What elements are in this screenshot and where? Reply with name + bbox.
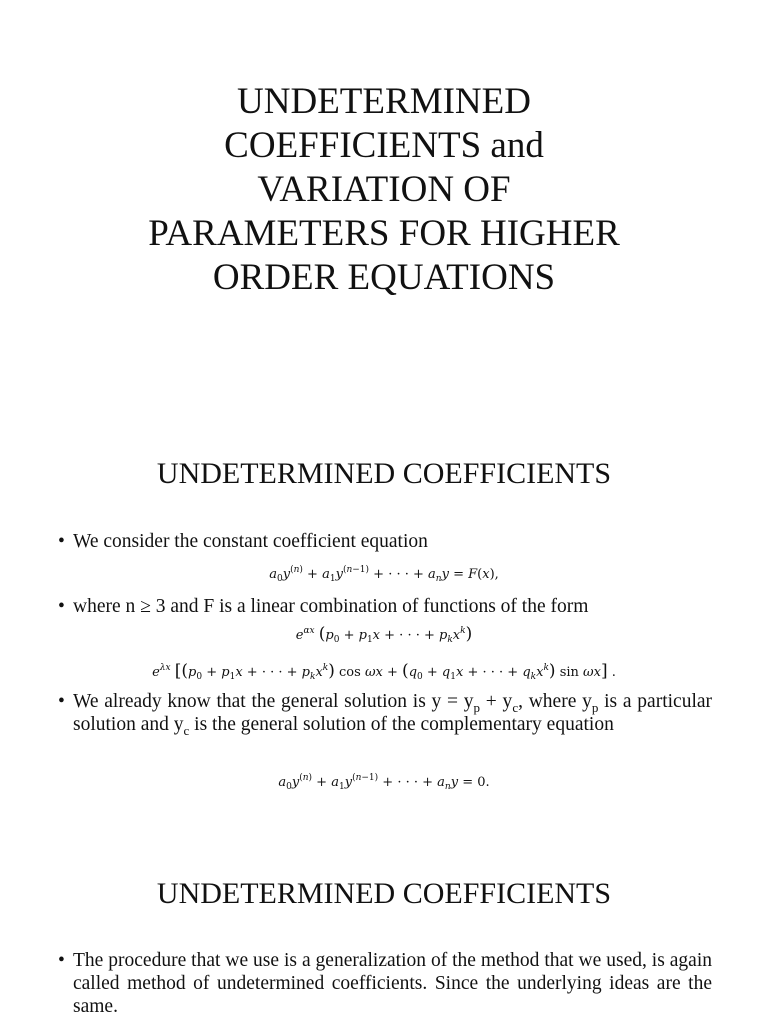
title-line: UNDETERMINED [237, 81, 531, 122]
bullet-item [58, 530, 712, 553]
bullet-icon: • [58, 596, 65, 617]
section-heading: UNDETERMINED COEFFICIENTS [156, 877, 612, 910]
title-line: VARIATION OF [257, 169, 511, 210]
bullet-icon: • [58, 691, 65, 712]
section-heading: UNDETERMINED COEFFICIENTS [156, 457, 612, 490]
bullet-item [58, 595, 712, 618]
page-title [60, 80, 708, 300]
bullet-item [58, 690, 712, 736]
equation-form-trig: $e^{\lambda x}$ [($p_0 + p_1x$ + · · · + $p_kx^k$) $\cos \omega x + (q_0 + q_1x$ + · · · + $q_kx^k$) sin ωx] . [152, 661, 616, 682]
title-line: ORDER EQUATIONS [212, 257, 556, 298]
bullet-text: We consider the constant coefficient equation [73, 531, 428, 552]
equation-nonhomogeneous: $a_0y^{(n)} + a_1y^{(n-1)}$ + · · · + $a_ny = F(x)$, [269, 565, 499, 584]
bullet-icon: • [58, 950, 65, 971]
bullet-icon: • [58, 531, 65, 552]
title-line: COEFFICIENTS and [224, 125, 544, 166]
equation-complementary: $a_0y^{(n)} + a_1y^{(n-1)}$ + · · · + $a_ny = 0$. [278, 773, 490, 792]
title-line: PARAMETERS FOR HIGHER [148, 213, 620, 254]
bullet-item [58, 949, 712, 1018]
bullet-text: where n ≥ 3 and F is a linear combination of functions of the form [73, 596, 589, 617]
bullet-text: We already know that the general solution is $y = y_p + y_c$, where $y_p$ is a particular solution and $y_c$ is the general solution of the complementary equation [73, 691, 713, 738]
equation-form-polynomial: $e^{\alpha x}$ ($p_0 + p_1x$ + · · · + $p_kx^k$) [295, 624, 473, 645]
bullet-text: The procedure that we use is a generalization of the method that we used, is again called method of undetermined coefficients. Since the underlying ideas are the same. [73, 950, 712, 1017]
